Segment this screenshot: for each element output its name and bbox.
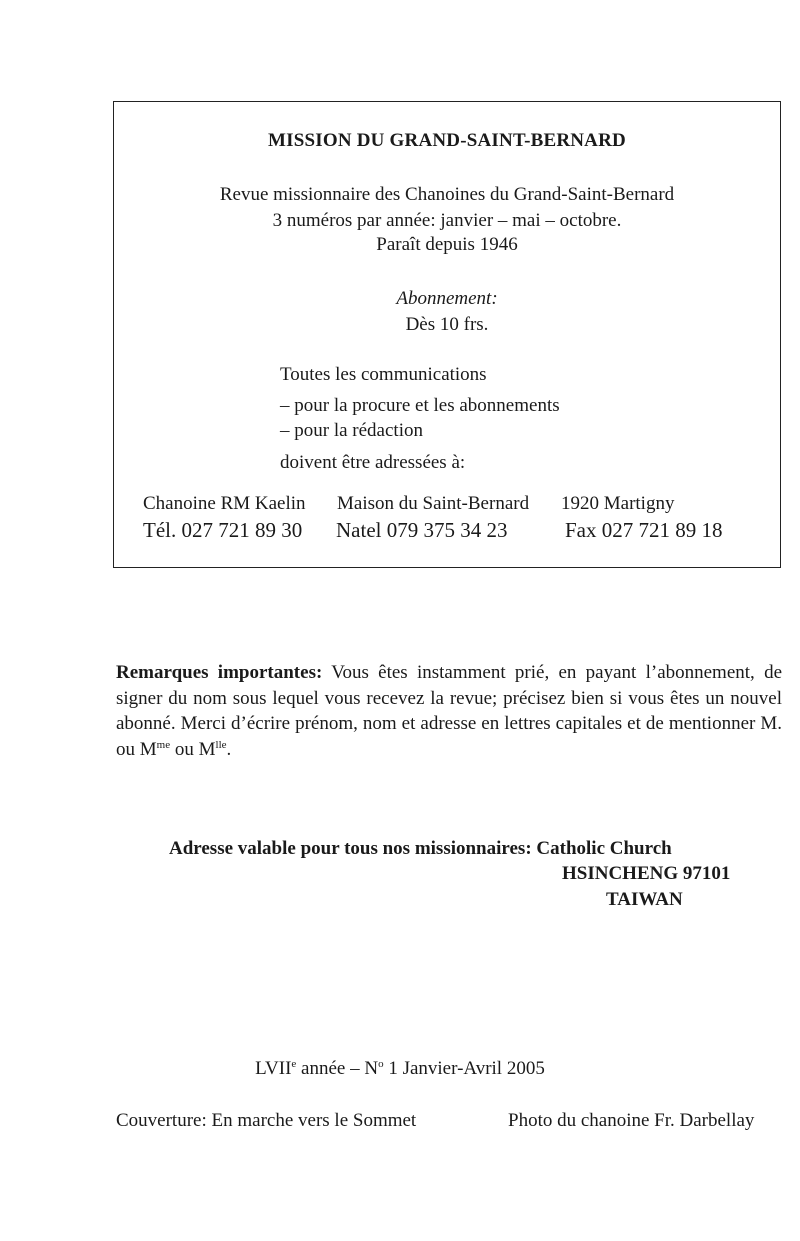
subtitle-line-2: 3 numéros par année: janvier – mai – octobre. [272,210,622,231]
important-remarks [116,660,782,762]
magazine-title: MISSION DU GRAND-SAINT-BERNARD [268,130,626,151]
mobile-number: Natel 079 375 34 23 [336,518,508,542]
info-box [113,101,781,568]
communications-outro: doivent être adressées à: [280,452,466,473]
subscription-label: Abonnement: [396,288,498,309]
contact-numbers [143,518,723,543]
remarks-sup-lle: lle [215,738,227,751]
subscription-price: Dès 10 frs. [405,314,489,335]
communications-item-procure: – pour la procure et les abonnements [280,395,560,416]
contact-name: Chanoine RM Kaelin [143,493,306,514]
contact-house: Maison du Saint-Bernard [337,493,530,514]
issue-volume-sup: e [291,1058,297,1070]
mission-address-line-2: HSINCHENG 97101 [562,863,731,884]
issue-number-text: 1 Janvier-Avril 2005 [383,1058,545,1079]
contact-address [143,493,674,515]
remarks-label: Remarques importantes: [116,662,323,683]
contact-city: 1920 Martigny [561,493,675,514]
issue-volume: LVII [255,1058,292,1079]
cover-caption: Couverture: En marche vers le Sommet [116,1110,417,1131]
mission-address-line-3: TAIWAN [606,889,683,910]
subtitle-line-1: Revue missionnaire des Chanoines du Grand-Saint-Bernard [219,184,675,205]
communications-intro: Toutes les communications [280,364,487,385]
fax-number: Fax 027 721 89 18 [565,518,723,542]
issue-number-sup: o [378,1058,384,1070]
mission-address-line-1: Adresse valable pour tous nos missionnaires: Catholic Church [169,838,672,859]
issue-info [0,1058,800,1080]
remarks-sup-me: me [156,738,171,751]
photo-credit: Photo du chanoine Fr. Darbellay [508,1110,755,1131]
remarks-text: Vous êtes instamment prié, en payant l’abonnement, de signer du nom sous lequel vous recevez la revue; précisez bien si vous êtes un nouvel abonné. Merci d’écrire prénom, nom et adresse en lettres capitales et de mentionner M. ou M [116,662,783,760]
remarks-text-2: ou M [170,738,216,760]
phone-number: Tél. 027 721 89 30 [143,518,303,542]
remarks-end: . [226,738,232,760]
issue-year-text: année – N [296,1058,379,1079]
communications-item-redaction: – pour la rédaction [280,420,423,441]
subtitle-line-3: Paraît depuis 1946 [376,234,518,255]
